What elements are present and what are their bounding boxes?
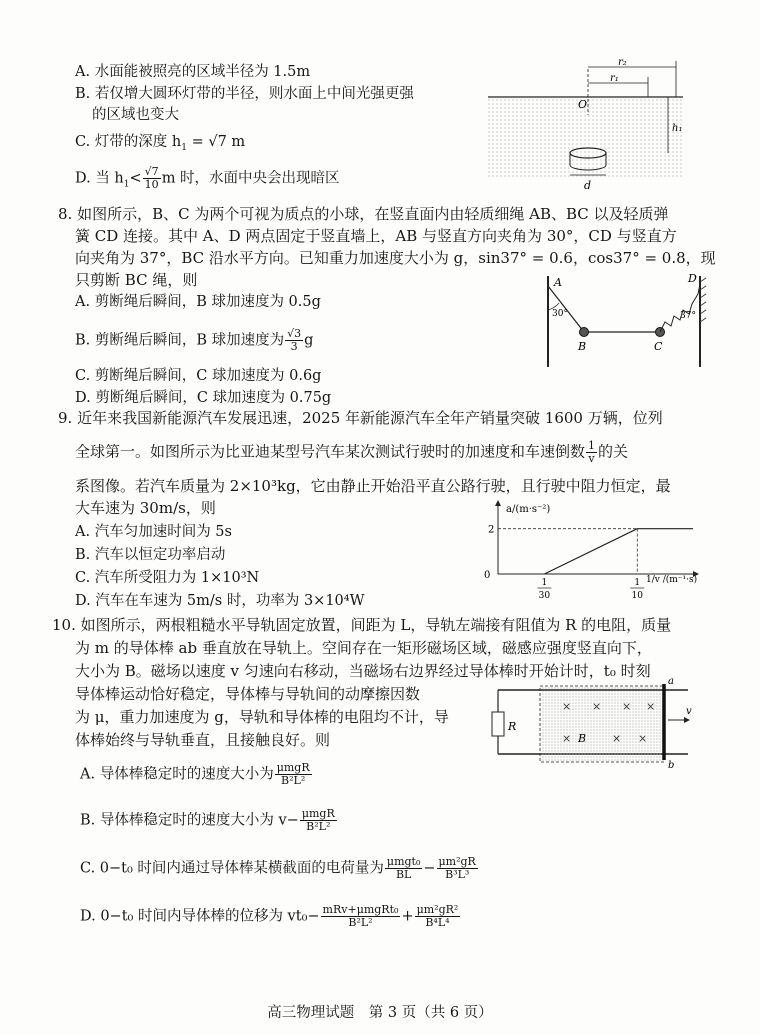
series-line	[544, 529, 693, 574]
q7-option-c: C. 灯带的深度 $h_1 = √7$ m	[75, 134, 246, 153]
label-b-end: b	[668, 760, 675, 771]
q7-option-b: B. 若仅增大圆环灯带的半径，则水面上中间光强更强	[75, 86, 414, 102]
spring-cd	[660, 284, 700, 332]
svg-text:×: ×	[592, 700, 602, 713]
q7-water-figure	[488, 55, 688, 195]
label-d-point: D	[688, 272, 697, 285]
label-r1: r₁	[610, 73, 619, 84]
svg-text:×: ×	[622, 700, 632, 713]
y-axis-label: a/(m·s⁻²)	[506, 504, 551, 515]
q8-stem-1: 8. 如图所示，B、C 为两个可视为质点的小球，在竖直面内由轻质细绳 AB、BC 以及轻质弹	[58, 205, 669, 223]
q8-balls-figure	[538, 272, 718, 372]
q10-stem-3: 大小为 B。磁场以速度 v 匀速向右移动，当磁场右边界经过导体棒时开始计时，t₀ 时刻	[75, 662, 651, 680]
label-r2: r₂	[618, 57, 627, 68]
q8-stem-3: 向夹角为 37°，BC 沿水平方向。已知重力加速度大小为 g，sin37° = 0.6，cos37° = 0.8，现	[75, 249, 716, 267]
q8-stem-2: 簧 CD 连接。其中 A、D 两点固定于竖直墙上，AB 与竖直方向夹角为 30°，CD 与竖直方	[75, 227, 677, 245]
label-a-end: a	[668, 676, 674, 687]
q7-option-a: A. 水面能被照亮的区域半径为 1.5m	[75, 64, 311, 80]
q8-option-c: C. 剪断绳后瞬间，C 球加速度为 0.6g	[75, 368, 322, 384]
label-b-field: B	[578, 732, 587, 745]
x-tick-label-num: 1	[541, 578, 548, 588]
q10-option-c: C. 0−t₀ 时间内通过导体棒某横截面的电荷量为 $\frac{\text{μmgt₀}}{BL}$ − $\frac{\text{μm²gR}}{\text{B³L³}}$	[80, 855, 476, 881]
q7-option-d: D. 当 $h_1<$ $\frac{√7}{10}$ m 时，水面中央会出现暗区	[75, 165, 340, 191]
label-b: B	[578, 340, 587, 353]
q7-option-b-cont: 的区域也变大	[92, 107, 179, 123]
x-tick-label-den: 10	[631, 591, 644, 600]
q10-rail-figure	[488, 672, 698, 772]
x-tick-label-num: 1	[634, 578, 641, 588]
q9-option-a: A. 汽车匀加速时间为 5s	[75, 524, 232, 540]
label-d: d	[584, 179, 592, 192]
q10-option-a: A. 导体棒稳定时的速度大小为 $\frac{\text{μmgR}}{\text{B²L²}}$	[80, 761, 310, 787]
q8-option-d: D. 剪断绳后瞬间，C 球加速度为 0.75g	[75, 390, 332, 406]
x-tick-label-den: 30	[538, 591, 551, 600]
q10-option-d: D. 0−t₀ 时间内导体棒的位移为 vt₀− $\frac{\text{mRv+μmgRt₀}}{\text{B²L²}}$ + $\frac{\text{μm²gR²}}{\text{B⁴L⁴}}$	[80, 903, 459, 929]
magnetic-field-region	[540, 686, 664, 762]
svg-text:×: ×	[646, 700, 656, 713]
q9-stem-4: 大车速为 30m/s，则	[75, 499, 216, 517]
q9-option-b: B. 汽车以恒定功率启动	[75, 547, 226, 563]
label-h1: h₁	[672, 123, 683, 134]
svg-text:×: ×	[612, 732, 622, 745]
q9-option-d: D. 汽车在车速为 5m/s 时，功率为 3×10⁴W	[75, 593, 365, 609]
svg-text:×: ×	[638, 732, 648, 745]
angle-30: 30°	[552, 309, 568, 319]
svg-text:×: ×	[562, 732, 572, 745]
q9-stem-3: 系图像。若汽车质量为 2×10³kg，它由静止开始沿平直公路行驶，且行驶中阻力恒定，最	[75, 477, 671, 495]
origin-label: 0	[484, 570, 491, 581]
q10-stem-4: 导体棒运动恰好稳定，导体棒与导轨间的动摩擦因数	[75, 685, 421, 703]
q10-option-b: B. 导体棒稳定时的速度大小为 v− $\frac{\text{μmgR}}{\text{B²L²}}$	[80, 807, 335, 833]
label-a: A	[554, 276, 562, 289]
y-tick-label: 2	[488, 524, 495, 536]
q9-stem-2: 全球第一。如图所示为比亚迪某型号汽车某次测试行驶时的加速度和车速倒数 $\frac{1}{v}$ 的关	[75, 439, 629, 465]
angle-37: 37°	[680, 311, 696, 321]
resistor	[492, 712, 504, 736]
q8-stem-4: 只剪断 BC 绳，则	[75, 271, 198, 289]
label-c: C	[654, 340, 663, 353]
page-footer: 高三物理试题 第 3 页（共 6 页）	[267, 1005, 493, 1021]
label-v: v	[686, 706, 692, 717]
q8-option-a: A. 剪断绳后瞬间，B 球加速度为 0.5g	[75, 294, 321, 310]
q8-option-b: B. 剪断绳后瞬间，B 球加速度为 $\frac{√3}{3}$ g	[75, 327, 314, 353]
label-r: R	[508, 720, 517, 733]
q10-stem-6: 体棒始终与导轨垂直，且接触良好。则	[75, 731, 331, 749]
q10-stem-5: 为 μ，重力加速度为 g，导轨和导体棒的电阻均不计，导	[75, 708, 449, 726]
x-axis-label: 1/v /(m⁻¹·s)	[646, 575, 698, 585]
label-o: O	[578, 98, 588, 111]
svg-text:×: ×	[562, 700, 572, 713]
q10-stem-2: 为 m 的导体棒 ab 垂直放在导轨上。空间存在一矩形磁场区域，磁感应强度竖直向下，	[75, 639, 652, 657]
ball-b	[580, 328, 589, 337]
q9-acceleration-chart	[478, 500, 708, 600]
q9-stem-1: 9. 近年来我国新能源汽车发展迅速，2025 年新能源汽车全年产销量突破 1600 万辆，位列	[58, 409, 663, 427]
q9-option-c: C. 汽车所受阻力为 1×10³N	[75, 570, 260, 586]
q10-stem-1: 10. 如图所示，两根粗糙水平导轨固定放置，间距为 L，导轨左端接有阻值为 R 的电阻，质量	[52, 616, 672, 634]
